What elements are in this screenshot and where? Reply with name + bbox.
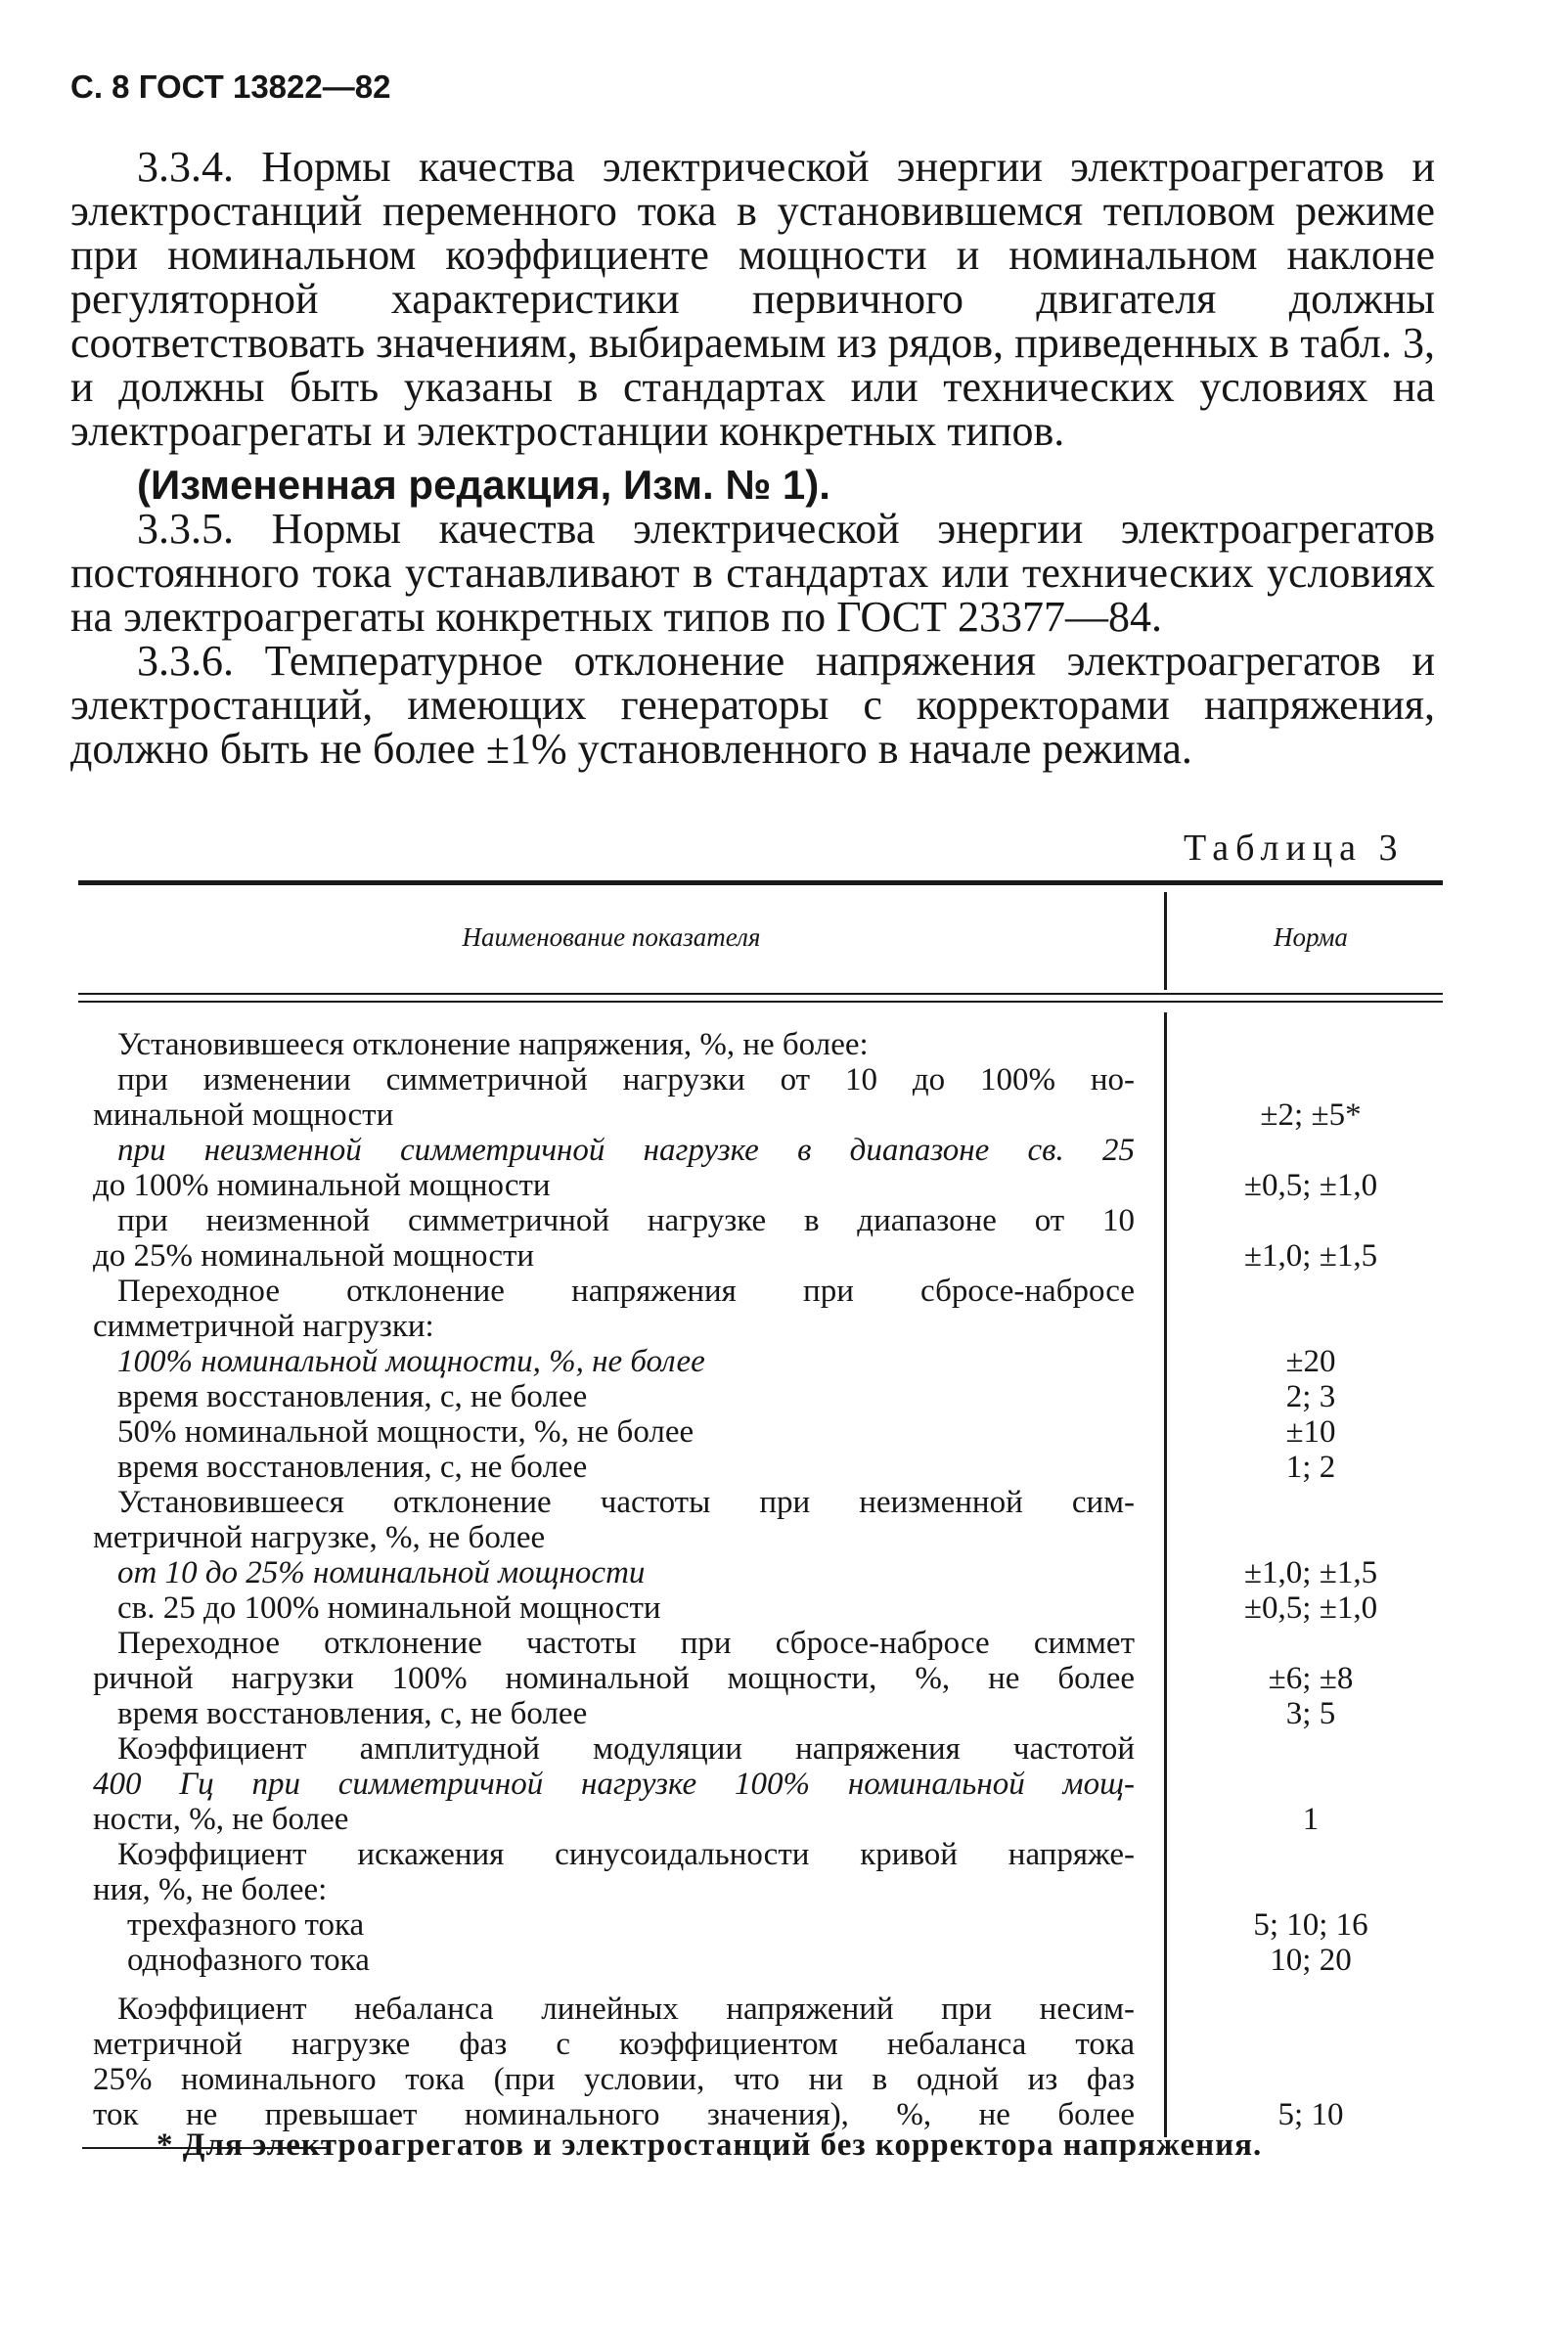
- table-row: Коэффициент амплитудной модуляции напряжения частотой: [117, 1731, 1135, 1767]
- table-row: симметричной нагрузки:: [93, 1309, 434, 1344]
- table-row: Переходное отклонение частоты при сбросе-набросе симмет: [117, 1626, 1135, 1661]
- table-row: 50% номинальной мощности, %, не более: [117, 1414, 694, 1450]
- norm-value: 3; 5: [1285, 1696, 1336, 1731]
- paragraph-3-3-4: 3.3.4. Нормы качества электрической энергии электроагрегатов и электростанций переменного тока в установившемся тепловом режиме при номинальном коэффициенте мощности и номинальном наклоне регуляторной характеристики первичного двигателя должны соответствовать значениям, выбираемым из рядов, приведенных в табл. 3, и должны быть указаны в стандартах или технических условиях на электроагрегаты и электростанции конкретных типов.: [70, 143, 1435, 455]
- table-top-rule: [78, 880, 1443, 885]
- table-row: Переходное отклонение напряжения при сбросе-набросе: [117, 1274, 1135, 1309]
- table-row: Коэффициент искажения синусоидальности кривой напряже-: [117, 1837, 1135, 1872]
- norm-value: ±0,5; ±1,0: [1243, 1590, 1378, 1626]
- table-row: до 25% номинальной мощности: [93, 1238, 535, 1274]
- norm-value: 2; 3: [1285, 1379, 1336, 1414]
- table-row: св. 25 до 100% номинальной мощности: [117, 1590, 661, 1626]
- table-row: 400 Гц при симметричной нагрузке 100% номинальной мощ-: [93, 1767, 1135, 1802]
- table-row: метричной нагрузке, %, не более: [93, 1520, 546, 1555]
- column-header-norm: Норма: [1274, 922, 1348, 952]
- norm-value: 1; 2: [1285, 1450, 1336, 1485]
- paragraph-3-3-5: 3.3.5. Нормы качества электрической энергии электроагрегатов постоянного тока устанавливают в стандартах или технических условиях на электроагрегаты конкретных типов по ГОСТ 23377—84.: [70, 505, 1435, 641]
- column-divider-header: [1164, 892, 1167, 990]
- table-row: ричной нагрузки 100% номинальной мощности, %, не более: [93, 1661, 1135, 1696]
- body-text: [70, 145, 1435, 771]
- table-row: 100% номинальной мощности, %, не более: [117, 1344, 705, 1379]
- norm-value: 1: [1302, 1802, 1320, 1837]
- table-header-rule-1: [78, 993, 1443, 995]
- table-row: ности, %, не более: [93, 1802, 349, 1837]
- norm-value: 5; 10; 16: [1253, 1907, 1368, 1943]
- norm-value: ±1,0; ±1,5: [1243, 1555, 1378, 1590]
- table-row: 25% номинального тока (при условии, что ни в одной из фаз: [93, 2062, 1135, 2097]
- column-header-name: Наименование показателя: [462, 922, 761, 952]
- page-header: С. 8 ГОСТ 13822—82: [70, 68, 391, 105]
- norm-value: 5; 10: [1277, 2097, 1344, 2132]
- paragraph-3-3-6: 3.3.6. Температурное отклонение напряжения электроагрегатов и электростанций, имеющих генераторы с корректорами напряжения, должно быть не более ±1% установленного в начале режима.: [70, 637, 1435, 773]
- norm-value: ±6; ±8: [1268, 1661, 1354, 1696]
- norm-value: ±1,0; ±1,5: [1243, 1238, 1378, 1274]
- table-header-rule-2: [78, 1001, 1443, 1003]
- table-row: от 10 до 25% номинальной мощности: [117, 1555, 646, 1590]
- norm-value: 10; 20: [1270, 1943, 1352, 1978]
- table-row: при изменении симметричной нагрузки от 10 до 100% но-: [117, 1062, 1135, 1097]
- table-row: Коэффициент небаланса линейных напряжений при несим-: [117, 1992, 1135, 2027]
- table-row: ния, %, не более:: [93, 1872, 328, 1907]
- table-row: при неизменной симметричной нагрузке в диапазоне св. 25: [117, 1133, 1135, 1168]
- amendment-note: (Измененная редакция, Изм. № 1).: [137, 462, 830, 508]
- table-row: Установившееся отклонение частоты при неизменной сим-: [117, 1485, 1135, 1520]
- table-row: метричной нагрузке фаз с коэффициентом небаланса тока: [93, 2027, 1135, 2062]
- table-row: время восстановления, с, не более: [117, 1379, 588, 1414]
- table-row: однофазного тока: [127, 1943, 370, 1978]
- norm-value: ±2; ±5*: [1260, 1097, 1362, 1133]
- table-row: до 100% номинальной мощности: [93, 1168, 551, 1203]
- norm-value: ±20: [1285, 1344, 1336, 1379]
- norm-value: ±0,5; ±1,0: [1243, 1168, 1378, 1203]
- table-row: время восстановления, с, не более: [117, 1696, 588, 1731]
- table-footnote: * Для электроагрегатов и электростанций без корректора напряжения.: [157, 2127, 1263, 2163]
- table-row: время восстановления, с, не более: [117, 1450, 588, 1485]
- norm-value: ±10: [1285, 1414, 1336, 1450]
- table-row: Установившееся отклонение напряжения, %, не более:: [117, 1027, 869, 1062]
- table-caption: Таблица 3: [1184, 828, 1405, 869]
- table-row: трехфазного тока: [127, 1907, 365, 1943]
- table-row: минальной мощности: [93, 1097, 394, 1133]
- table-row: при неизменной симметричной нагрузке в диапазоне от 10: [117, 1203, 1135, 1238]
- table-row: ток не превышает номинального значения), %, не более: [93, 2097, 1135, 2132]
